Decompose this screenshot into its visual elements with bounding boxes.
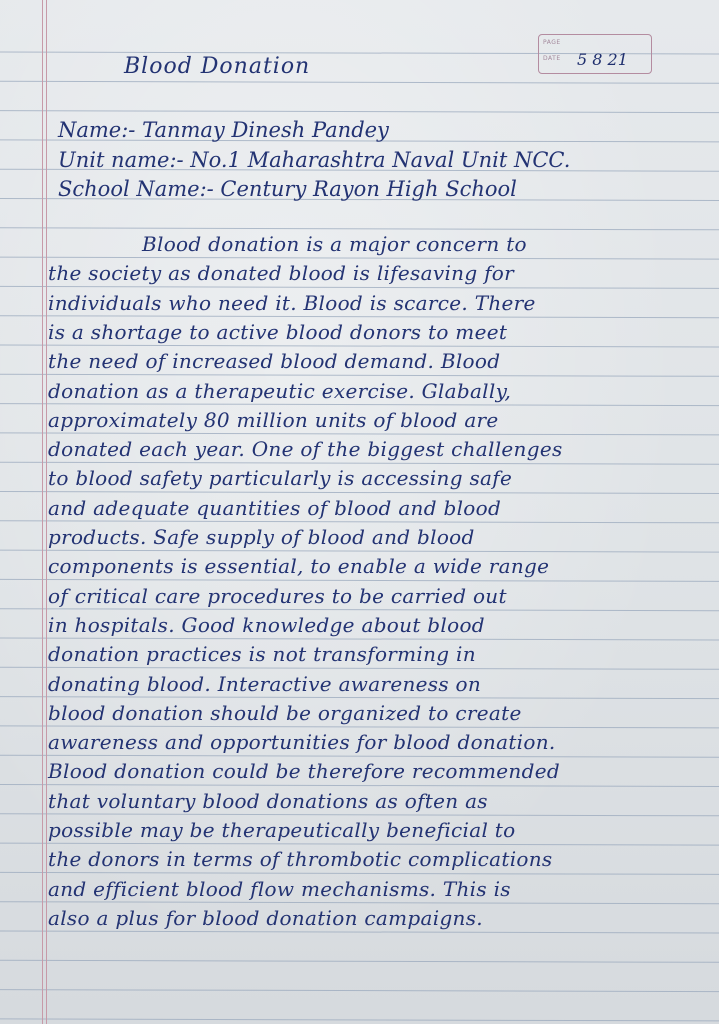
ruled-line: [0, 667, 719, 669]
essay-line: the society as donated blood is lifesaving for: [48, 261, 514, 286]
essay-line: that voluntary blood donations as often as: [48, 788, 488, 813]
ruled-line: [0, 697, 719, 699]
school-line: School Name:- Century Rayon High School: [58, 177, 517, 201]
essay-line: the need of increased blood demand. Blood: [48, 349, 501, 374]
date-box: [538, 34, 652, 74]
essay-line: individuals who need it. Blood is scarce. There: [48, 290, 536, 315]
ruled-line: [0, 843, 719, 845]
essay-line: Blood donation could be therefore recommended: [48, 759, 560, 784]
page-title: Blood Donation: [124, 54, 311, 79]
ruled-line: [0, 433, 719, 435]
essay-line: in hospitals. Good knowledge about blood: [48, 612, 485, 637]
essay-line: and efficient blood flow mechanisms. This is: [48, 876, 511, 901]
ruled-line: [0, 257, 719, 259]
unit-line: Unit name:- No.1 Maharashtra Naval Unit NCC.: [58, 148, 571, 172]
ruled-line: [0, 726, 719, 728]
essay-line: products. Safe supply of blood and blood: [48, 525, 475, 549]
ruled-line: [0, 404, 719, 406]
essay-line: also a plus for blood donation campaigns.: [48, 905, 483, 930]
ruled-line: [0, 286, 719, 288]
ruled-line: [0, 755, 719, 757]
ruled-line: [0, 81, 719, 83]
ruled-line: [0, 550, 719, 552]
essay-line: Blood donation is a major concern to: [142, 232, 527, 256]
ruled-line: [0, 990, 719, 992]
ruled-line: [0, 111, 719, 113]
ruled-line: [0, 374, 719, 376]
ruled-line: [0, 609, 719, 611]
essay-line: possible may be therapeutically beneficial to: [48, 818, 516, 842]
ruled-line: [0, 1019, 719, 1021]
essay-line: of critical care procedures to be carried out: [48, 583, 507, 608]
ruled-line: [0, 814, 719, 816]
ruled-line: [0, 345, 719, 347]
essay-line: components is essential, to enable a wide range: [48, 554, 550, 579]
essay-line: donation practices is not transforming in: [48, 642, 476, 667]
essay-line: approximately 80 million units of blood are: [48, 407, 499, 432]
ruled-line: [0, 316, 719, 318]
ruled-line: [0, 931, 719, 933]
essay-line: blood donation should be organized to create: [48, 700, 522, 725]
essay-line: awareness and opportunities for blood donation.: [48, 730, 556, 755]
ruled-line: [0, 785, 719, 787]
essay-line: and adequate quantities of blood and blood: [48, 495, 502, 520]
ruled-line: [0, 872, 719, 874]
essay-line: donating blood. Interactive awareness on: [48, 671, 482, 696]
essay-line: donation as a therapeutic exercise. Glabally,: [48, 378, 512, 403]
essay-line: the donors in terms of thrombotic complications: [48, 847, 553, 872]
ruled-line: [0, 228, 719, 230]
page-caption: PAGE: [543, 39, 561, 46]
date-value: 5 8 21: [577, 50, 628, 69]
ruled-line: [0, 492, 719, 494]
margin-line: [46, 0, 47, 1024]
name-line: Name:- Tanmay Dinesh Pandey: [58, 118, 389, 142]
date-caption: DATE: [543, 55, 561, 62]
margin-line: [42, 0, 43, 1024]
ruled-line: [0, 902, 719, 904]
ruled-line: [0, 960, 719, 962]
essay-line: donated each year. One of the biggest challenges: [48, 437, 563, 462]
ruled-line: [0, 462, 719, 464]
ruled-line: [0, 638, 719, 640]
ruled-line: [0, 579, 719, 581]
ruled-line: [0, 521, 719, 523]
essay-line: to blood safety particularly is accessing safe: [48, 466, 513, 491]
essay-line: is a shortage to active blood donors to meet: [48, 319, 508, 344]
